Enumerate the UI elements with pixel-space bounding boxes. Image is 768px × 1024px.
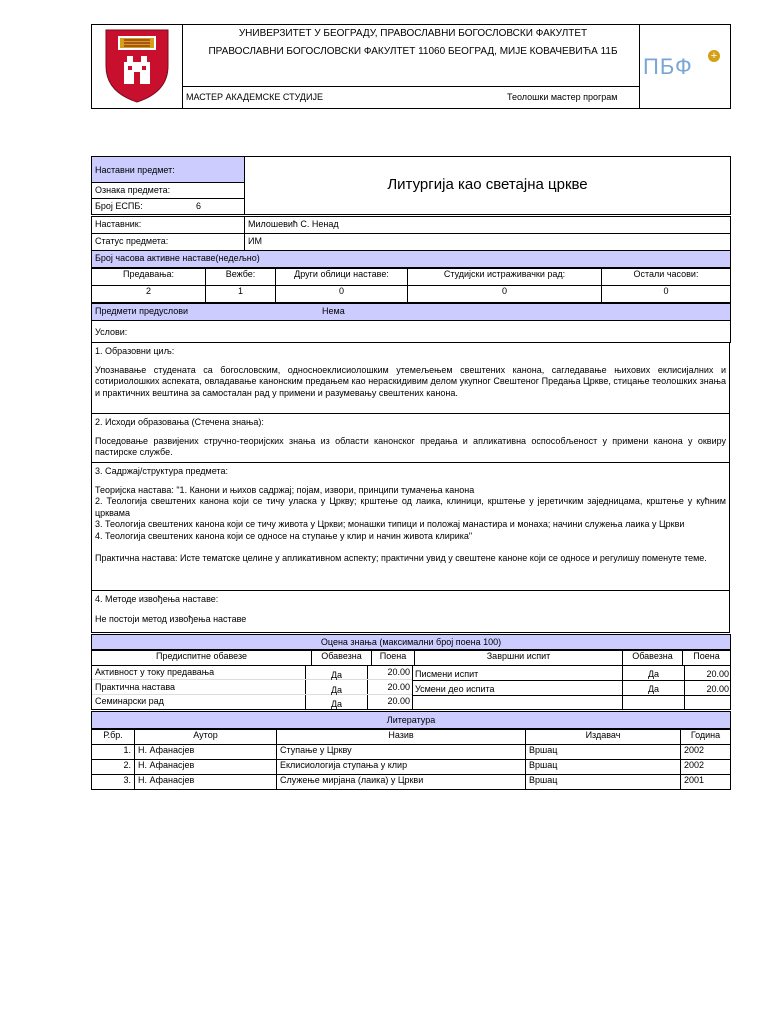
program-right: Теолошки мастер програм [507, 92, 618, 102]
pre-row-2-name: Практична настава [95, 682, 176, 692]
hours-header-exercises: Вежбе: [206, 269, 276, 286]
logo-divider [639, 24, 640, 109]
program-left: МАСТЕР АКАДЕМСКЕ СТУДИЈЕ [186, 92, 323, 102]
hours-value-remaining: 0 [602, 286, 731, 303]
plus-icon: + [708, 50, 720, 62]
lit-header-title: Назив [277, 730, 526, 745]
status-value: ИМ [244, 233, 731, 251]
prereq-label: Предмети предуслови [95, 306, 189, 316]
hours-header-other: Други облици наставе: [276, 269, 408, 286]
header-line-2: ПРАВОСЛАВНИ БОГОСЛОВСКИ ФАКУЛТЕТ 11060 БЕОГРАД, МИЈЕ КОВАЧЕВИЋА 11Б [208, 46, 618, 57]
code-label: Ознака предмета: [91, 182, 245, 199]
final-row-2-mandatory: Да [647, 684, 660, 694]
pre-row-3-mandatory: Да [330, 699, 343, 709]
grading-title: Оцена знања (максимални број поена 100) [91, 634, 731, 650]
pre-row-1-name: Активност у току предавања [95, 667, 215, 677]
lit-row-2-title: Еклисиологија ступања у клир [277, 760, 526, 775]
ects-label: Број ЕСПБ: [91, 198, 245, 215]
final-row-2-name: Усмени део испита [415, 684, 495, 694]
lit-row-3-year: 2001 [681, 775, 731, 790]
content-line-4: 4. Теологија свештених канона који се односе на ступање у клир и начин живота клирика" [95, 530, 473, 541]
hours-table [91, 268, 731, 303]
outcomes-title: 2. Исходи образовања (Стечена знања): [95, 417, 264, 427]
lit-row-1-author: Н. Афанасјев [135, 745, 277, 760]
grading-body [91, 665, 731, 710]
teacher-value: Милошевић С. Ненад [244, 216, 731, 234]
lit-row-1-no: 1. [92, 745, 135, 760]
lit-row-3-publisher: Вршац [526, 775, 681, 790]
methods-title: 4. Методе извођења наставе: [95, 594, 219, 604]
hours-title: Број часова активне наставе(недељно) [91, 250, 731, 268]
status-label: Статус предмета: [91, 233, 245, 251]
pre-row-2-points: 20.00 [387, 682, 410, 692]
goal-title: 1. Образовни циљ: [95, 346, 175, 356]
hours-value-research: 0 [408, 286, 602, 303]
subject-label: Наставни предмет: [91, 156, 245, 183]
prereq-value: Нема [322, 306, 345, 316]
lit-header-no: Р.бр. [92, 730, 135, 745]
lit-row-3-author: Н. Афанасјев [135, 775, 277, 790]
crest-cell [91, 24, 183, 109]
pre-header: Предиспитне обавезе [92, 651, 312, 666]
outcomes-text: Поседовање развијених стручно-теоријских знања из области канонског предања и апликативна оспособљеност у примени канона у оквиру пастирске службе. [95, 435, 726, 457]
final-row-1-points: 20.00 [706, 669, 729, 679]
lit-row-1-publisher: Вршац [526, 745, 681, 760]
pre-mandatory-header: Обавезна [312, 651, 372, 666]
literature-table [91, 729, 731, 790]
lit-row-3-no: 3. [92, 775, 135, 790]
pre-row-1-points: 20.00 [387, 667, 410, 677]
methods-section [91, 590, 730, 633]
literature-title: Литература [91, 711, 731, 729]
hours-value-lectures: 2 [92, 286, 206, 303]
pre-row-3-points: 20.00 [387, 696, 410, 706]
goal-section [91, 342, 730, 414]
pbf-logo: ПБФ [643, 54, 693, 79]
lit-row-2-author: Н. Афанасјев [135, 760, 277, 775]
final-row-1-mandatory: Да [647, 669, 660, 679]
pre-points-header: Поена [372, 651, 415, 666]
lit-row-2-no: 2. [92, 760, 135, 775]
lit-row-2-publisher: Вршац [526, 760, 681, 775]
final-mandatory-header: Обавезна [623, 651, 683, 666]
pre-row-3-name: Семинарски рад [95, 696, 164, 706]
final-row-2-points: 20.00 [706, 684, 729, 694]
methods-text: Не постоји метод извођења наставе [95, 613, 247, 624]
lit-header-author: Аутор [135, 730, 277, 745]
goal-text: Упознавање студената са богословским, односноеклисиолошким утемељењем свештених канона, сагледавање њихових еклисијалних и сотириолошких аспеката, овладавање канонским предањем као нераскидивим делом укупног Свештеног Предања Цркве, стицање теолошких знања и практичних вештина за самосталан рад у примени и разумевању свештених канона. [95, 364, 726, 398]
grading-table [91, 650, 731, 666]
lit-header-year: Година [681, 730, 731, 745]
lit-row-1-title: Ступање у Цркву [277, 745, 526, 760]
lit-row-3-title: Служење мирјана (лаика) у Цркви [277, 775, 526, 790]
lit-row-2-year: 2002 [681, 760, 731, 775]
content-line-1: Теоријска настава: "1. Канони и њихов садржај; појам, извори, принципи тумачења канона [95, 484, 475, 495]
conditions-label: Услови: [91, 320, 731, 343]
hours-value-exercises: 1 [206, 286, 276, 303]
hours-value-other: 0 [276, 286, 408, 303]
lit-header-publisher: Издавач [526, 730, 681, 745]
content-line-3: 3. Теологија свештених канона који се тичу живота у Цркви; монашки типици и положај манастира и монаха; начини служења лаика у Цркви [95, 519, 685, 529]
teacher-label: Наставник: [91, 216, 245, 234]
final-header: Завршни испит [415, 651, 623, 666]
hours-header-lectures: Предавања: [92, 269, 206, 286]
outcomes-section [91, 413, 730, 463]
hours-header-research: Студијски истраживачки рад: [408, 269, 602, 286]
content-section [91, 462, 730, 591]
final-points-header: Поена [683, 651, 731, 666]
practical-text: Практична настава: Исте тематске целине у апликативном аспекту; практични увид у свештене каноне који се односе и регулишу поменуте теме. [95, 553, 707, 563]
content-title: 3. Садржај/структура предмета: [95, 466, 228, 476]
content-line-2: 2. Теологија свештених канона који се тичу уласка у Цркву; крштење од лаика, клиници, крштење у јеретичким заједницама, крштење у кућним црквама [95, 496, 726, 518]
ects-value: 6 [196, 201, 202, 211]
lit-row-1-year: 2002 [681, 745, 731, 760]
pre-row-2-mandatory: Да [330, 685, 343, 695]
header-line-1: УНИВЕРЗИТЕТ У БЕОГРАДУ, ПРАВОСЛАВНИ БОГОСЛОВСКИ ФАКУЛТЕТ [238, 28, 588, 39]
course-title: Литургија као светајна цркве [387, 176, 588, 193]
final-row-1-name: Писмени испит [415, 669, 479, 679]
pre-row-1-mandatory: Да [330, 670, 343, 680]
university-crest-icon [102, 28, 172, 104]
hours-header-remaining: Остали часови: [602, 269, 731, 286]
